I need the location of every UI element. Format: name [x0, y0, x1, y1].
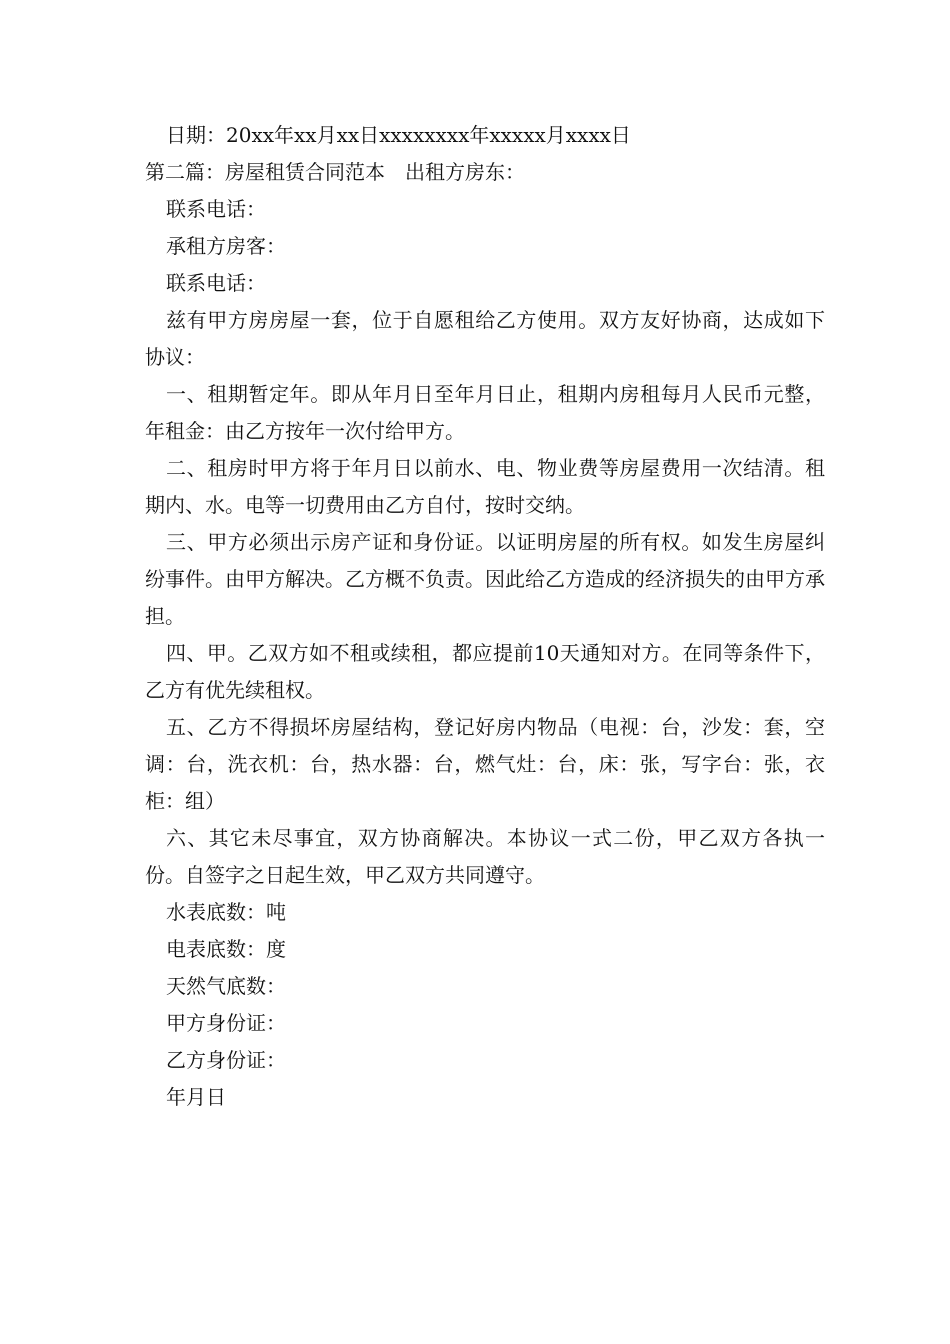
- tenant-phone-label: 联系电话：: [166, 271, 266, 295]
- clause-6: 六、其它未尽事宜，双方协商解决。本协议一式二份，甲乙双方各执一份。自签字之日起生效，甲乙双方共同遵守。: [145, 826, 825, 887]
- landlord-phone-label: 联系电话：: [166, 197, 266, 221]
- clause-5: 五、乙方不得损坏房屋结构，登记好房内物品（电视：台，沙发：套，空调：台，洗衣机：台，热水器：台，燃气灶：台，床：张，写字台：张，衣柜：组）: [145, 715, 825, 813]
- clause-4: 四、甲。乙双方如不租或续租，都应提前10天通知对方。在同等条件下，乙方有优先续租权。: [145, 641, 825, 702]
- clause-1: 一、租期暂定年。即从年月日至年月日止，租期内房租每月人民币元整，年租金：由乙方按年一次付给甲方。: [145, 382, 825, 443]
- party-b-id-label: 乙方身份证：: [166, 1048, 286, 1072]
- electric-meter-reading: 电表底数：度: [166, 937, 286, 961]
- clause-3: 三、甲方必须出示房产证和身份证。以证明房屋的所有权。如发生房屋纠纷事件。由甲方解决。乙方概不负责。因此给乙方造成的经济损失的由甲方承担。: [145, 530, 825, 628]
- date-line: 日期：20xx年xx月xx日xxxxxxxx年xxxxx月xxxx日: [166, 123, 631, 147]
- clause-2: 二、租房时甲方将于年月日以前水、电、物业费等房屋费用一次结清。租期内、水。电等一切费用由乙方自付，按时交纳。: [145, 456, 825, 517]
- party-a-id-label: 甲方身份证：: [166, 1011, 286, 1035]
- document-body: [145, 117, 825, 1116]
- tenant-label: 承租方房客：: [166, 234, 286, 258]
- water-meter-reading: 水表底数：吨: [166, 900, 286, 924]
- signing-date-line: 年月日: [166, 1085, 226, 1109]
- gas-meter-reading: 天然气底数：: [166, 974, 286, 998]
- section-heading: 第二篇：房屋租赁合同范本 出租方房东：: [145, 160, 525, 184]
- preamble-paragraph: 兹有甲方房房屋一套，位于自愿租给乙方使用。双方友好协商，达成如下协议：: [145, 308, 825, 369]
